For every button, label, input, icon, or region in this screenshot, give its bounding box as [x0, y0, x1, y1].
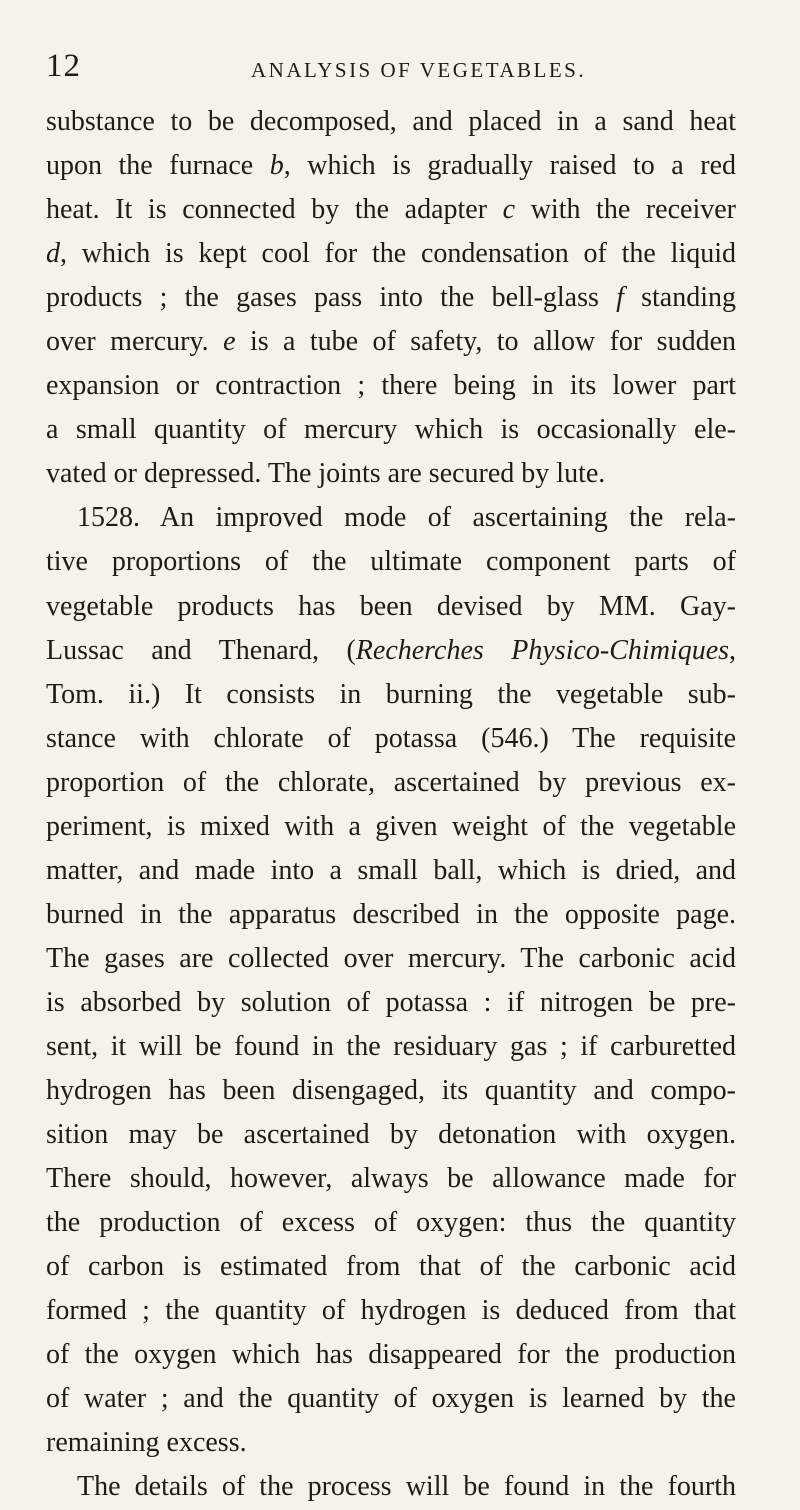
text-segment: 1528. An improved mode of ascertaining the rela-	[77, 502, 736, 534]
text-segment: the production of excess of oxygen: thus the quantity	[46, 1207, 736, 1239]
text-line	[46, 320, 736, 364]
text-line	[46, 1333, 736, 1377]
text-line	[46, 1377, 736, 1421]
text-segment: of water ; and the quantity of oxygen is learned by the	[46, 1383, 736, 1415]
text-line	[46, 1201, 736, 1245]
text-line	[46, 408, 736, 452]
italic-text: b	[269, 150, 284, 182]
text-segment: over mercury.	[46, 326, 224, 358]
page-header	[46, 48, 730, 92]
page-number: 12	[46, 48, 81, 84]
text-segment: substance to be decomposed, and placed in a sand heat	[46, 106, 736, 137]
italic-text: Recherches Physico-Chimiques	[355, 634, 730, 666]
text-line	[46, 232, 736, 276]
text-segment: of the oxygen which has disappeared for the production	[46, 1339, 736, 1371]
text-segment: The details of the process will be found in the fourth	[77, 1471, 736, 1503]
text-segment: stance with chlorate of potassa (546.) The requisite	[46, 722, 736, 754]
text-segment: hydrogen has been disengaged, its quantity and compo-	[46, 1075, 736, 1107]
text-segment: a small quantity of mercury which is occasionally ele-	[46, 414, 736, 446]
text-segment: expansion or contraction ; there being in its lower part	[46, 370, 736, 402]
text-segment: sition may be ascertained by detonation with oxygen.	[46, 1119, 736, 1151]
text-line	[46, 893, 736, 937]
text-segment: of carbon is estimated from that of the carbonic acid	[46, 1251, 736, 1283]
text-segment: upon the furnace	[46, 150, 270, 182]
text-line	[46, 1157, 736, 1201]
text-line	[46, 496, 736, 540]
text-line	[46, 1245, 736, 1289]
text-segment: sent, it will be found in the residuary gas ; if carburetted	[46, 1030, 736, 1062]
text-segment: is absorbed by solution of potassa : if nitrogen be pre-	[46, 986, 736, 1018]
text-segment: There should, however, always be allowance made for	[46, 1163, 736, 1195]
italic-text: e	[223, 326, 236, 358]
text-segment: The gases are collected over mercury. The carbonic acid	[46, 942, 736, 974]
text-segment: is a tube of safety, to allow for sudden	[235, 326, 736, 358]
text-segment: , which is gradually raised to a red	[283, 150, 737, 182]
text-line	[46, 585, 736, 629]
text-segment: ,	[729, 634, 737, 666]
text-segment: tive proportions of the ultimate component parts of	[46, 546, 736, 578]
text-line	[46, 717, 736, 761]
italic-text: f	[616, 282, 624, 314]
text-line	[46, 937, 736, 981]
text-line	[46, 849, 736, 893]
text-line	[46, 452, 736, 496]
text-segment: standing	[623, 282, 736, 314]
text-line	[46, 981, 736, 1025]
text-line	[46, 629, 736, 673]
text-line	[46, 1113, 736, 1157]
text-segment: , which is kept cool for the condensation of the liquid	[60, 238, 736, 270]
italic-text: d	[46, 238, 60, 270]
text-line	[46, 364, 736, 408]
text-line	[46, 761, 736, 805]
italic-text: c	[502, 194, 516, 226]
text-line	[46, 1289, 736, 1333]
text-line	[46, 1465, 736, 1509]
text-segment: Lussac and Thenard, (	[46, 634, 356, 666]
text-segment: products ; the gases pass into the bell-glass	[46, 282, 617, 314]
text-line	[46, 673, 736, 717]
text-line	[46, 805, 736, 849]
text-line	[46, 1069, 736, 1113]
body-text	[46, 100, 736, 1510]
text-line	[46, 100, 736, 144]
running-head: ANALYSIS OF VEGETABLES.	[251, 58, 587, 82]
text-segment: vegetable products has been devised by MM. Gay-	[46, 590, 736, 622]
text-segment: heat. It is connected by the adapter	[46, 194, 503, 226]
text-line	[46, 276, 736, 320]
text-line	[46, 188, 736, 232]
text-line	[46, 540, 736, 584]
text-segment: remaining excess.	[46, 1427, 247, 1459]
text-segment: formed ; the quantity of hydrogen is deduced from that	[46, 1295, 736, 1327]
text-segment: with the receiver	[515, 194, 736, 226]
text-segment: vated or depressed. The joints are secured by lute.	[46, 458, 606, 490]
text-line	[46, 1025, 736, 1069]
text-segment: burned in the apparatus described in the opposite page.	[46, 898, 736, 930]
text-line	[46, 144, 736, 188]
text-line	[46, 1421, 736, 1465]
text-segment: Tom. ii.) It consists in burning the vegetable sub-	[46, 678, 736, 710]
text-segment: matter, and made into a small ball, which is dried, and	[46, 854, 736, 886]
text-segment: periment, is mixed with a given weight of the vegetable	[46, 810, 736, 842]
text-segment: proportion of the chlorate, ascertained by previous ex-	[46, 766, 736, 798]
